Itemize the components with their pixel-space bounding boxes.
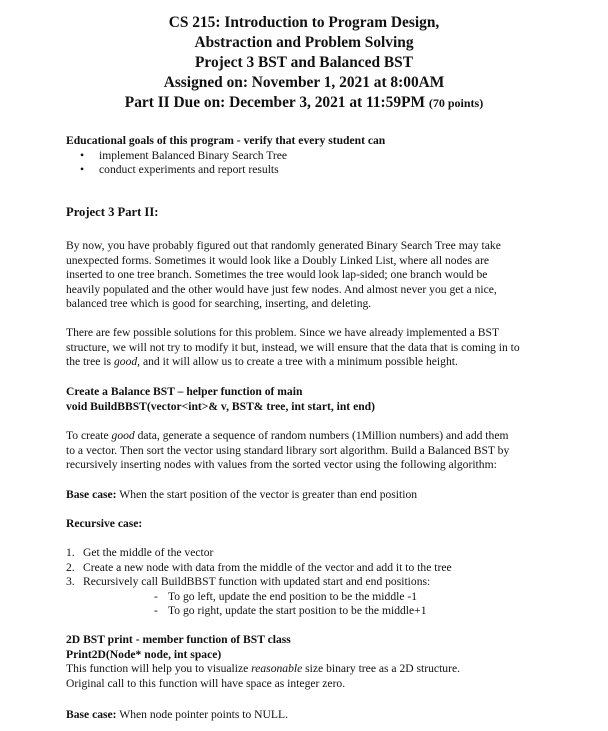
print2d-signature: Print2D(Node* node, int space) [66,647,222,661]
due-date-line [0,93,608,113]
part2-heading: Project 3 Part II: [66,205,159,219]
part2-paragraph-1 [66,239,546,312]
step-number: 3. [66,575,75,589]
emphasis-good: good, [113,355,141,369]
buildbbst-signature: void BuildBBST(vector<int>& v, BST& tree, int start, int end) [66,399,375,413]
emphasis-good: good [111,429,135,442]
base-case-label: Base case: [66,708,117,721]
print2d-description [66,662,546,691]
paragraph-line: By now, you have probably figured out that randomly generated Binary Search Tree may take [66,239,501,252]
steps-list [66,546,546,590]
substeps-list [66,590,546,619]
paragraph-line: unexpected forms. Sometimes it would look like a Doubly Linked List, where all nodes are [66,253,490,267]
paragraph-line: heavily populated and the other would have just few nodes. And almost never you get a nice, [66,282,497,296]
list-item: 2. Create a new node with data from the middle of the vector and add it to the tree [66,560,452,574]
recursive-case-label: Recursive case: [66,517,143,530]
list-item: - To go left, update the end position to be the middle -1 [66,590,546,605]
print2d-base-case [66,708,546,723]
emphasis-reasonable: reasonable [251,662,303,675]
paragraph-line: the tree is good, and it will allow us to create a tree with a minimum possible height. [66,355,458,369]
list-item: - To go right, update the start position to be the middle+1 [66,604,546,619]
paragraph-line: balanced tree which is good for searching, inserting, and deleting. [66,297,372,311]
list-item: • conduct experiments and report results [66,163,546,178]
print2d-title-line1: 2D BST print - member function of BST class [66,633,291,646]
recursive-steps [66,546,546,619]
paragraph-line: structure, we will not try to modify it but, instead, we will ensure that the data that is coming in to [66,340,520,354]
base-case-label: Base case: [66,488,117,501]
paragraph-line: This function will help you to visualize reasonable size binary tree as a 2D structure. [66,662,460,675]
step-number: 2. [66,560,75,574]
buildbbst-description [66,429,566,473]
part2-paragraph-2 [66,326,566,370]
list-item: • implement Balanced Binary Search Tree [66,149,546,164]
step-number: 1. [66,546,75,559]
paragraph-line: to a vector. Then sort the vector using standard library sort algorithm. Build a Balanced BST by [66,443,510,457]
paragraph-line: recursively inserting nodes with values from the sorted vector using the following algorithm: [66,458,497,472]
base-case-text: When the start position of the vector is greater than end position [116,488,418,501]
points: (70 points) [428,96,484,110]
print2d-title [66,633,546,662]
paragraph-line: inserted to one tree branch. Sometimes the tree would look lap-sided; one branch would be [66,268,488,282]
course-subtitle: Abstraction and Problem Solving [194,34,414,51]
project-title: Project 3 BST and Balanced BST [195,54,413,71]
educational-goals [66,134,546,178]
paragraph-line: Original call to this function will have space as integer zero. [66,676,346,690]
list-item: 1. Get the middle of the vector [66,546,214,559]
goals-heading: Educational goals of this program - verify that every student can [66,134,386,147]
paragraph-line: To create good data, generate a sequence of random numbers (1Million numbers) and add them [66,429,509,442]
base-case-text: When node pointer points to NULL. [116,708,288,721]
buildbbst-base-case [66,488,546,503]
goals-list [66,149,546,178]
buildbbst-title [66,385,546,414]
buildbbst-title-line1: Create a Balance BST – helper function of main [66,385,303,398]
course-title: CS 215: Introduction to Program Design, [168,14,440,31]
paragraph-line: There are few possible solutions for this problem. Since we have already implemented a BST [66,326,500,339]
document-header [0,13,608,113]
list-item: 3. Recursively call BuildBBST function with updated start and end positions: [66,575,431,589]
assigned-date: Assigned on: November 1, 2021 at 8:00AM [163,74,445,91]
due-date: Part II Due on: December 3, 2021 at 11:59PM [124,94,425,111]
